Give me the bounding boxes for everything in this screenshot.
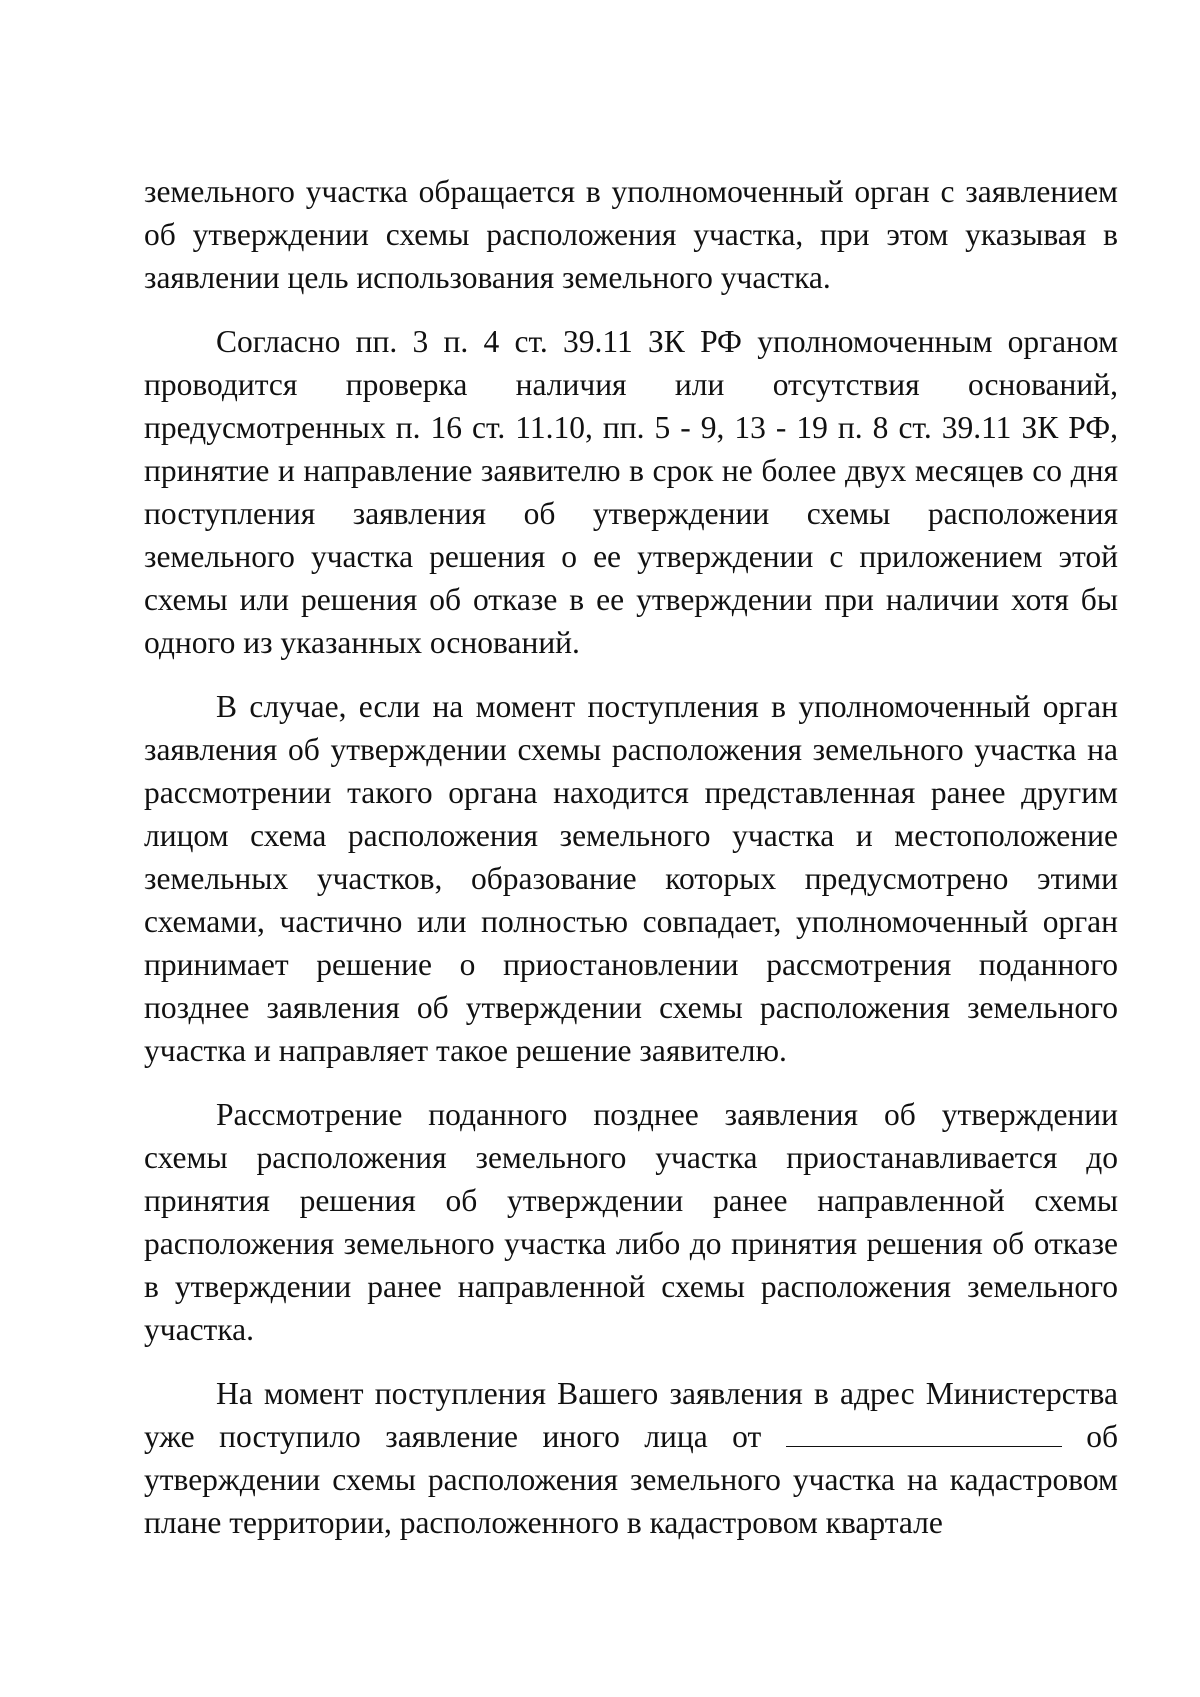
blank-line bbox=[786, 1445, 1062, 1447]
paragraph-text-before-blank: На момент поступления Вашего заявления в адрес Министерства уже поступило заявление иного лица от bbox=[144, 1376, 1118, 1454]
paragraph-suspension: Рассмотрение поданного позднее заявления об утверждении схемы расположения земельного участка приостанавливается до принятия решения об утверждении ранее направленной схемы расположения земельного участка либо до принятия решения об отказе в утверждении ранее направленной схемы расположения земельного участка. bbox=[144, 1097, 1118, 1347]
paragraph-your-application bbox=[144, 1372, 1118, 1544]
paragraph-overlapping-schemes: В случае, если на момент поступления в уполномоченный орган заявления об утверждении схемы расположения земельного участка на рассмотрении такого органа находится представленная ранее другим лицом схема расположения земельного участка и местоположение земельных участков, образование которых предусмотрено этими схемами, частично или полностью совпадает, уполномоченный орган принимает решение о приостановлении рассмотрения поданного позднее заявления об утверждении схемы расположения земельного участка и направляет такое решение заявителю. bbox=[144, 689, 1118, 1068]
paragraph-review-procedure: Согласно пп. 3 п. 4 ст. 39.11 ЗК РФ уполномоченным органом проводится проверка наличия или отсутствия оснований, предусмотренных п. 16 ст. 11.10, пп. 5 - 9, 13 - 19 п. 8 ст. 39.11 ЗК РФ, принятие и направление заявителю в срок не более двух месяцев со дня поступления заявления об утверждении схемы расположения земельного участка решения о ее утверждении с приложением этой схемы или решения об отказе в ее утверждении при наличии хотя бы одного из указанных оснований. bbox=[144, 324, 1118, 660]
paragraph-continuation: земельного участка обращается в уполномоченный орган с заявлением об утверждении схемы расположения участка, при этом указывая в заявлении цель использования земельного участка. bbox=[144, 174, 1118, 295]
document-body bbox=[144, 170, 1118, 1544]
paragraph-text-after-blank: об утверждении схемы расположения земельного участка на кадастровом плане территории, расположенного в кадастровом квартале bbox=[144, 1419, 1118, 1540]
